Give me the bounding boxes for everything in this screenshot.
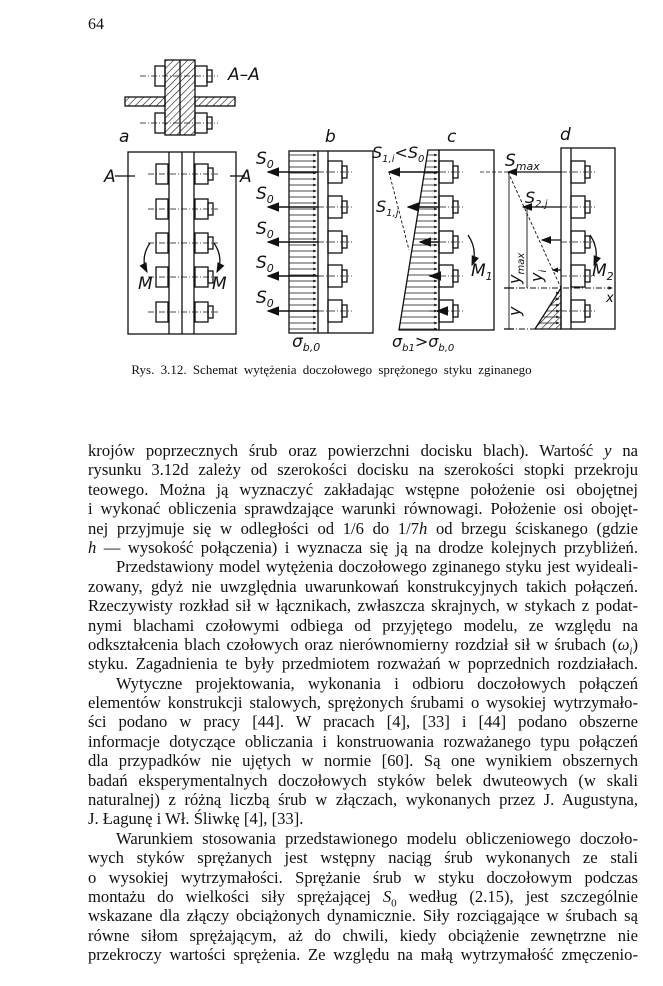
text-segment: y	[604, 441, 612, 460]
text-line	[88, 480, 638, 499]
text-segment: h	[419, 518, 428, 538]
smax-label: $S_{max}$	[505, 151, 540, 173]
text-line	[88, 499, 638, 518]
text-segment: styku. Zagadnienia te były przedmiotem rozważań w poprzednich rozdziałach.	[88, 654, 638, 674]
text-segment: naturalnej) z różną liczbą śrub w złączach, wykonanych przez J. Augustyna,	[88, 790, 638, 810]
cut-label-left: A	[104, 167, 116, 187]
text-line	[88, 771, 638, 790]
text-segment: ści podano w pracy [44]. W pracach [4], [33] i [44] podano obszerne	[88, 712, 638, 732]
text-segment: dla przypadków nie ujętych w normie [60]. Są one wynikiem obszernych	[88, 751, 638, 771]
s0-label	[256, 149, 274, 171]
text-line	[88, 460, 638, 479]
s2j-label: $S_{2,j}$	[525, 188, 548, 210]
s0-label-main: S	[256, 253, 267, 273]
text-line	[88, 616, 638, 635]
text-line	[88, 868, 638, 887]
s0-label-sub: 0	[266, 228, 274, 241]
text-line	[88, 945, 638, 964]
flange-right	[195, 97, 235, 106]
yi-label: $y_i$	[527, 269, 549, 282]
s0-label-sub: 0	[266, 158, 274, 171]
text-segment: i wykonać obliczenia sprawdzające warunki równowagi. Położenie osi obojęt-	[88, 499, 638, 519]
text-segment: od brzegu ściskanego (gdzie	[427, 518, 638, 538]
panel-label-c: c	[447, 127, 457, 147]
text-segment: montażu do wielkości siły sprężającej	[88, 886, 383, 906]
text-segment: h	[88, 537, 97, 557]
text-segment: badań eksperymentalnych doczołowych styków belek dwuteowych (w skali	[88, 770, 638, 790]
sigma-c-label: $\sigma_{b1}>\sigma_{b,0}$	[392, 332, 455, 354]
text-line	[88, 519, 638, 538]
text-line	[88, 674, 638, 693]
sigma-b0-label: $\sigma_{b,0}$	[292, 332, 321, 354]
text-segment: wych styków sprężanych jest wstępny naciąg śrub wykonanych ze stali	[88, 848, 638, 868]
text-line	[88, 732, 638, 751]
s0-label	[256, 184, 274, 206]
text-segment: J. Łagunę i Wł. Śliwkę [4], [33].	[88, 809, 304, 829]
body-text	[88, 441, 638, 965]
text-segment: wskazane dla złączy obciążonych dynamicznie. Siły rozciągające w śrubach są	[88, 906, 638, 926]
s0-label-sub: 0	[266, 193, 274, 206]
panel-a	[115, 152, 245, 334]
y-label: y	[505, 306, 524, 316]
text-segment: o wysokiej wytrzymałości. Sprężanie śrub w styku doczołowym podczas	[88, 867, 638, 887]
text-segment: krojów poprzecznych śrub oraz powierzchni docisku blach). Wartość	[88, 441, 605, 460]
text-line	[88, 829, 638, 848]
text-line	[88, 577, 638, 596]
moment-label-right: M	[212, 274, 227, 294]
s0-label	[256, 288, 274, 310]
s0-label-main: S	[256, 184, 267, 204]
text-line	[88, 693, 638, 712]
text-segment: )	[632, 634, 638, 654]
s0-labels	[256, 149, 274, 310]
text-line	[88, 538, 638, 557]
panel-label-a: a	[119, 127, 130, 147]
moment-label-left: M	[138, 274, 153, 294]
panel-c	[389, 150, 494, 330]
text-line	[88, 790, 638, 809]
text-segment: S	[382, 886, 392, 906]
uniform-pressure-hatch	[268, 155, 318, 329]
text-segment: 0	[391, 897, 397, 910]
m2-label: $M_2$	[592, 261, 614, 283]
text-segment: na	[611, 441, 638, 460]
s0-label-sub: 0	[266, 297, 274, 310]
text-segment: odkształcenia blach czołowych oraz nierównomierny rozdział sił w śrubach (	[88, 634, 618, 654]
text-line	[88, 557, 638, 576]
text-segment: Przedstawiony model wytężenia doczołowego zginanego styku jest wyideali-	[116, 557, 638, 577]
text-segment: ω	[617, 634, 630, 654]
cut-label-right: A	[240, 167, 252, 187]
text-segment: nymi blachami czołowymi odbiega od przyjętego modelu, ze względu na	[88, 615, 638, 635]
text-segment: informacje dotyczące obliczania i konstruowania rozważanego typu połączeń	[88, 731, 638, 751]
figure-caption: Rys. 3.12. Schemat wytężenia doczołowego sprężonego styku zginanego	[131, 362, 532, 377]
text-segment: — wysokość połączenia) i wyznacza się ją na drodze kolejnych przybliżeń.	[96, 537, 638, 557]
text-segment: według (2.15), jest szczególnie	[396, 886, 638, 906]
flange-left	[125, 97, 165, 106]
text-line	[88, 654, 638, 673]
text-segment: równe siłom sprężającym, aż do chwili, kiedy obciążenie zewnętrzne nie	[88, 925, 638, 945]
text-line	[88, 596, 638, 615]
s0-label	[256, 219, 274, 241]
page-number: 64	[88, 16, 104, 33]
s0-label-main: S	[256, 149, 267, 169]
text-line	[88, 926, 638, 945]
s0-label-main: S	[256, 288, 267, 308]
text-line	[88, 441, 638, 460]
triangular-pressure-hatch	[389, 155, 559, 329]
s0-label-main: S	[256, 219, 267, 239]
figure-3-12	[0, 0, 663, 360]
text-line	[88, 886, 638, 910]
text-line	[88, 751, 638, 770]
text-segment: i	[629, 645, 633, 658]
text-line	[88, 906, 638, 925]
section-label: A–A	[228, 65, 260, 85]
panel-label-d: d	[560, 125, 571, 145]
s1i-label: $S_{1,i}<S_0$	[372, 143, 425, 165]
s0-label-sub: 0	[266, 262, 274, 275]
ymax-label: $y_{max}$	[505, 252, 527, 284]
s0-label	[256, 253, 274, 275]
text-segment: Wytyczne projektowania, wykonania i odbioru doczołowych połączeń	[116, 673, 638, 693]
text-segment: rysunku 3.12d zależy od szerokości docisku na szerokości stopki przekroju	[88, 460, 638, 480]
text-segment: zowany, gdyż nie uwzględnia uwarunkowań konstrukcyjnych takich połączeń.	[88, 576, 638, 596]
text-segment: elementów konstrukcji stalowych, sprężonych śrubami o wysokiej wytrzymało-	[88, 693, 638, 713]
x-axis-label: x	[606, 291, 614, 306]
text-segment: przekroczy wartości sprężenia. Ze względu na małą wytrzymałość zmęczenio-	[88, 945, 638, 965]
text-segment: nej przyjmuje się w odległości od 1/6 do 1/7	[88, 518, 420, 538]
panel-d	[480, 148, 615, 329]
m1-label: $M_1$	[471, 261, 493, 283]
text-segment: Rzeczywisty rozkład sił w łącznikach, zwłaszcza skrajnych, w stykach z podat-	[88, 596, 638, 616]
text-line	[88, 809, 638, 828]
text-segment: teowego. Można ją wyznaczyć zakładając wstępne położenie osi obojętnej	[88, 479, 638, 499]
section-a-a-drawing	[125, 60, 235, 135]
text-line	[88, 634, 638, 658]
text-line	[88, 848, 638, 867]
panel-label-b: b	[325, 127, 336, 147]
bolts	[148, 161, 595, 322]
s1j-label: $S_{1,j}$	[376, 197, 399, 219]
text-line	[88, 712, 638, 731]
text-segment: Warunkiem stosowania przedstawionego modelu obliczeniowego doczoło-	[116, 828, 638, 848]
